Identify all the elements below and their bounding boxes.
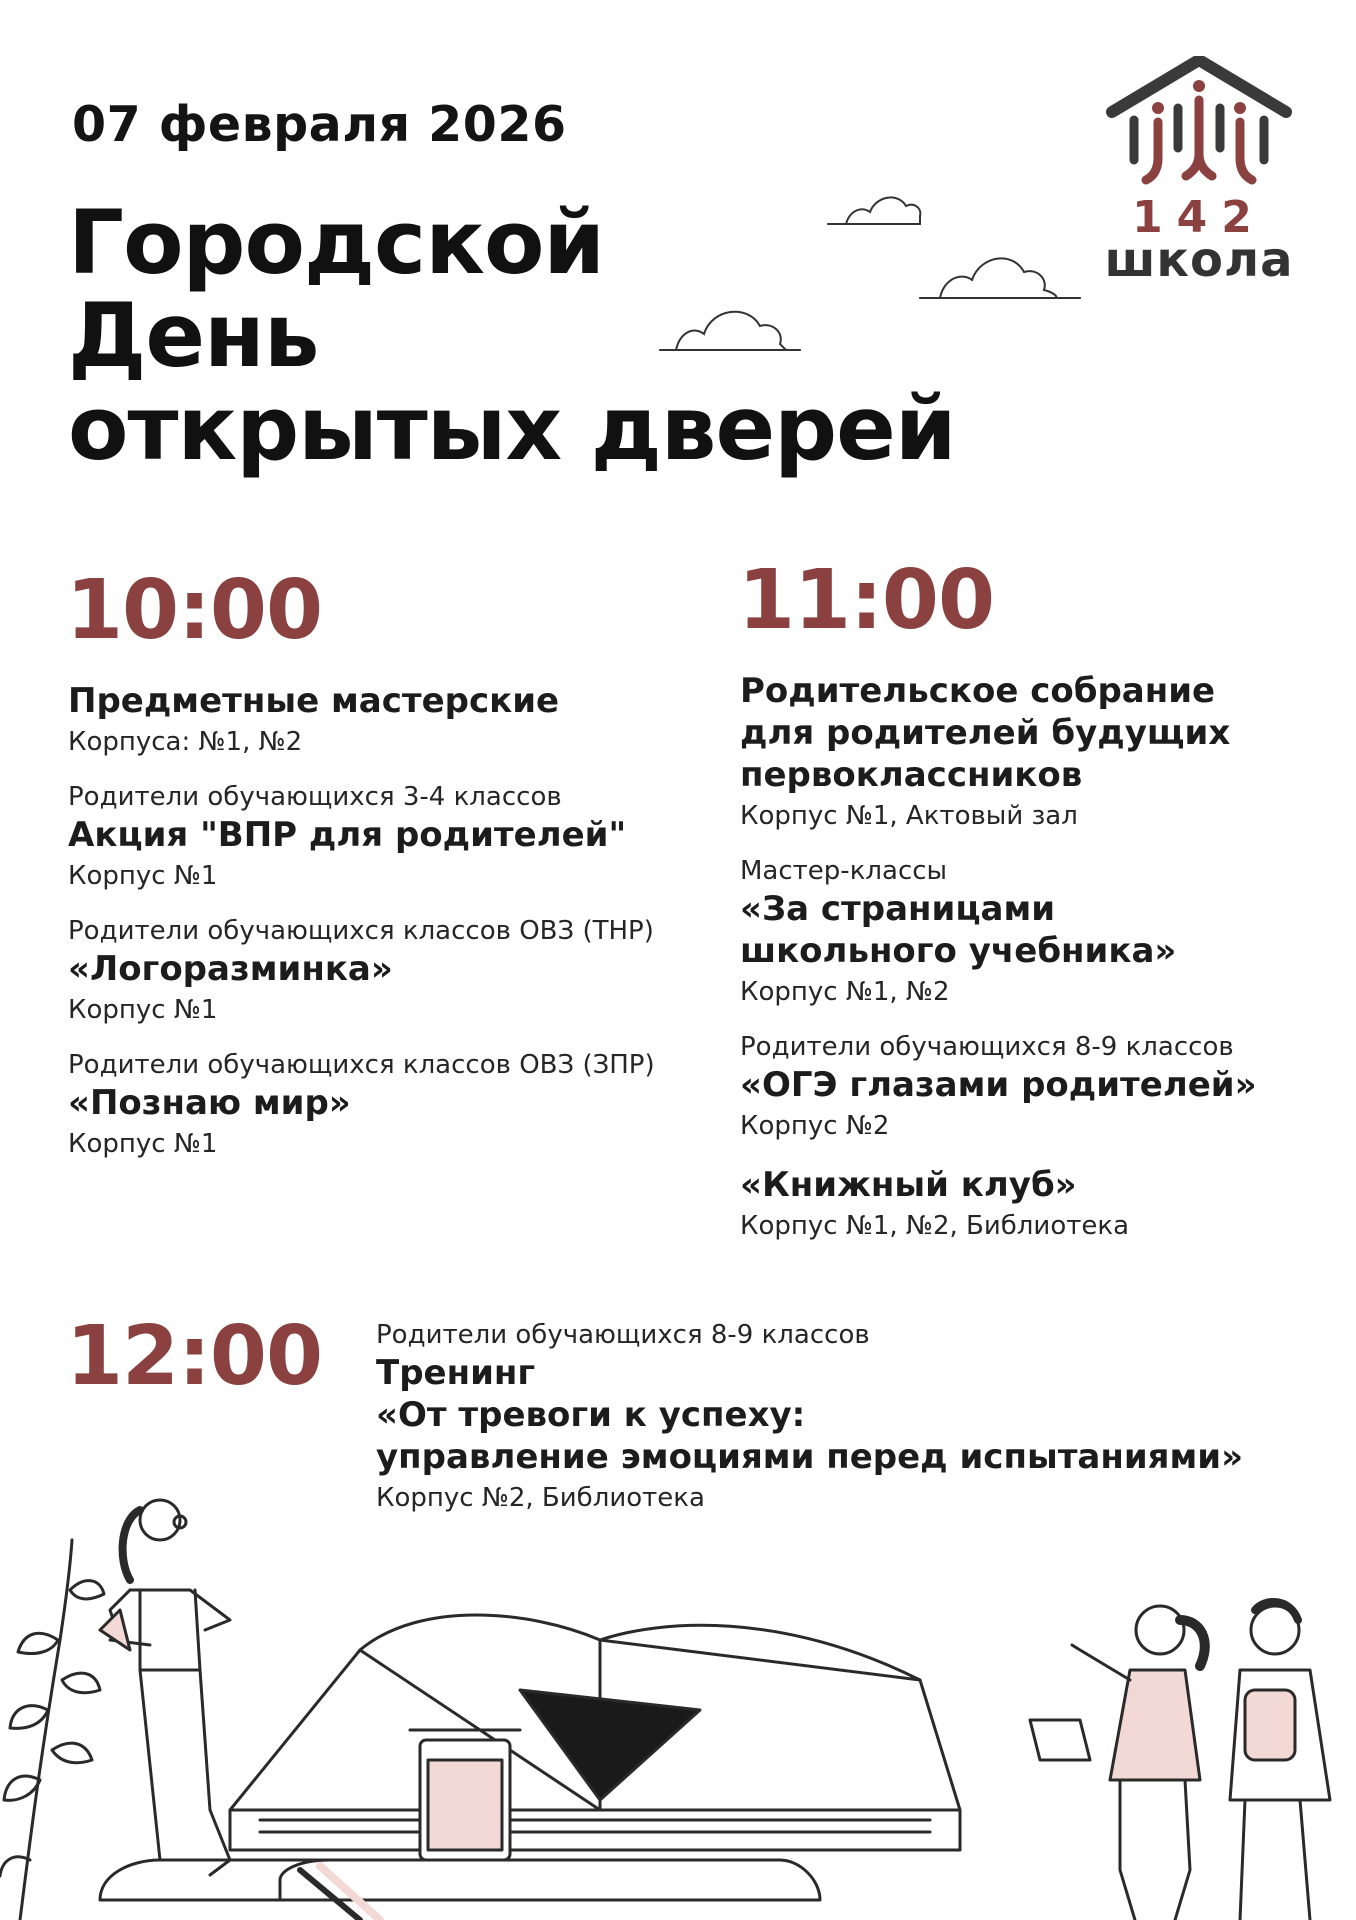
logo-number: 142 [1132, 192, 1266, 243]
event-date: 07 февраля 2026 [72, 96, 567, 153]
schedule-column-10 [68, 680, 668, 1182]
open-book-icon [230, 1615, 960, 1850]
event-item [740, 1164, 1300, 1244]
event-title: «Познаю мир» [68, 1083, 351, 1123]
event-title: «За страницами школьного учебника» [740, 889, 1177, 971]
books-stack-icon [100, 1860, 820, 1920]
event-title-line-1: Тренинг [376, 1353, 536, 1393]
event-location: Корпус №2, Библиотека [376, 1483, 705, 1513]
time-10: 10:00 [66, 563, 323, 658]
boy-with-backpack-figure [1230, 1602, 1330, 1920]
schedule-column-11 [740, 670, 1300, 1264]
event-item [68, 680, 668, 760]
event-audience: Мастер-классы [740, 856, 948, 886]
event-item [740, 670, 1300, 834]
title-line-2: День [68, 284, 319, 387]
event-title-line-2: «От тревоги к успеху: [376, 1395, 806, 1435]
event-title: Родительское собрание для родителей будущих первоклассников [740, 671, 1231, 795]
time-12: 12:00 [66, 1309, 323, 1404]
clouds-decoration [650, 180, 1090, 360]
event-audience: Родители обучающихся классов ОВЗ (ЗПР) [68, 1050, 655, 1080]
girl-with-laptop-figure [1030, 1606, 1205, 1920]
event-title: «ОГЭ глазами родителей» [740, 1065, 1257, 1105]
school-building-icon [1104, 56, 1294, 192]
title-line-3: открытых дверей [68, 377, 956, 480]
time-11: 11:00 [738, 553, 995, 648]
event-item [740, 854, 1300, 1010]
event-title: Предметные мастерские [68, 681, 560, 721]
bottom-illustration [0, 1480, 1356, 1920]
title-line-1: Городской [68, 191, 605, 294]
event-location: Корпус №1 [68, 1129, 218, 1159]
event-item [68, 780, 668, 894]
event-title: «Логоразминка» [68, 949, 393, 989]
event-title: Акция "ВПР для родителей" [68, 815, 627, 855]
event-item [68, 1048, 668, 1162]
event-audience: Родители обучающихся классов ОВЗ (ТНР) [68, 916, 654, 946]
event-audience: Родители обучающихся 8-9 классов [376, 1320, 870, 1350]
event-location: Корпус №1, №2 [740, 977, 950, 1007]
logo-word: школа [1104, 232, 1294, 288]
woman-thinking-figure [100, 1500, 230, 1875]
plant-icon [0, 1540, 104, 1920]
event-title: «Книжный клуб» [740, 1165, 1077, 1205]
event-audience: Родители обучающихся 3-4 классов [68, 782, 562, 812]
event-location: Корпус №1, №2, Библиотека [740, 1211, 1130, 1241]
event-item [740, 1030, 1300, 1144]
cup-icon [410, 1730, 520, 1860]
event-location: Корпуса: №1, №2 [68, 727, 303, 757]
event-title-line-3: управление эмоциями перед испытаниями» [376, 1437, 1244, 1477]
event-location: Корпус №2 [740, 1111, 890, 1141]
event-audience: Родители обучающихся 8-9 классов [740, 1032, 1234, 1062]
event-location: Корпус №1 [68, 861, 218, 891]
event-location: Корпус №1 [68, 995, 218, 1025]
event-item [68, 914, 668, 1028]
school-logo [1104, 56, 1294, 288]
event-location: Корпус №1, Актовый зал [740, 801, 1078, 831]
